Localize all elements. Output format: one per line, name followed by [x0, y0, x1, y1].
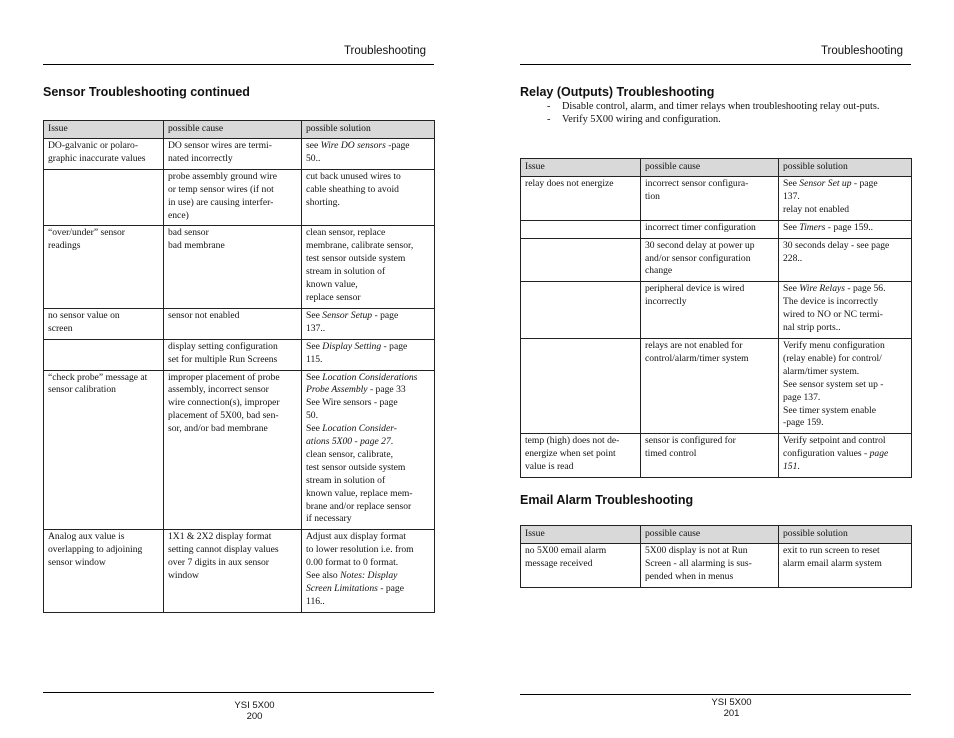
table-row [44, 308, 435, 339]
cell-issue: no 5X00 email alarm message received [521, 544, 641, 588]
cell-possible-cause: DO sensor wires are termi- nated incorrectly [164, 139, 302, 170]
running-head: Troubleshooting [343, 45, 426, 57]
cell-issue [521, 238, 641, 282]
table-header-row [44, 121, 435, 139]
cell-issue [44, 339, 164, 370]
sensor-troubleshooting-table [43, 120, 435, 613]
header-issue: Issue [521, 159, 641, 177]
cell-possible-cause: improper placement of probe assembly, incorrect sensor wire connection(s), improper placement of 5X00, bad sen- sor, and/or bad membrane [164, 370, 302, 530]
table-row [521, 282, 912, 339]
bullet-text: Verify 5X00 wiring and configuration. [562, 114, 721, 125]
table-row [44, 139, 435, 170]
table-row [44, 169, 435, 226]
relay-troubleshooting-table [520, 158, 912, 478]
footer-title: YSI 5X00 [711, 697, 752, 708]
relay-bullet-list [520, 100, 911, 126]
header-issue: Issue [521, 526, 641, 544]
dash-bullet-icon: - [547, 114, 551, 125]
cell-possible-cause: sensor is configured for timed control [641, 434, 779, 478]
cell-issue [521, 282, 641, 339]
cell-possible-cause: relays are not enabled for control/alarm/timer system [641, 338, 779, 433]
cell-possible-cause: display setting configuration set for multiple Run Screens [164, 339, 302, 370]
email-troubleshooting-table [520, 525, 912, 588]
cell-possible-solution: see Wire DO sensors -page 50.. [302, 139, 435, 170]
table-header-row [521, 526, 912, 544]
section-title-relay: Relay (Outputs) Troubleshooting [520, 85, 715, 99]
header-possible-solution: possible solution [779, 526, 912, 544]
bullet-text: Disable control, alarm, and timer relays when troubleshooting relay out-puts. [562, 101, 880, 112]
table-row [521, 220, 912, 238]
bullet-item [520, 100, 911, 113]
table-row [44, 226, 435, 308]
cell-issue: “check probe” message at sensor calibration [44, 370, 164, 530]
cell-possible-cause: 1X1 & 2X2 display format setting cannot display values over 7 digits in aux sensor window [164, 530, 302, 612]
cell-possible-solution: clean sensor, replace membrane, calibrate sensor, test sensor outside system stream in solution of known value, replace sensor [302, 226, 435, 308]
cell-issue: temp (high) does not de- energize when set point value is read [521, 434, 641, 478]
table-row [521, 177, 912, 221]
footer-rule [520, 694, 911, 695]
email-table-body [521, 544, 912, 588]
cell-possible-solution: See Wire Relays - page 56. The device is incorrectly wired to NO or NC termi- nal strip ports.. [779, 282, 912, 339]
cell-issue: Analog aux value is overlapping to adjoining sensor window [44, 530, 164, 612]
table-row [44, 370, 435, 530]
cell-issue: “over/under” sensor readings [44, 226, 164, 308]
section-title-sensor: Sensor Troubleshooting continued [43, 85, 250, 99]
cell-issue: no sensor value on screen [44, 308, 164, 339]
header-possible-solution: possible solution [779, 159, 912, 177]
header-possible-cause: possible cause [641, 526, 779, 544]
header-possible-solution: possible solution [302, 121, 435, 139]
footer-title: YSI 5X00 [234, 700, 275, 711]
cell-possible-solution: exit to run screen to reset alarm email alarm system [779, 544, 912, 588]
cell-possible-solution: Verify setpoint and control configuration values - page 151. [779, 434, 912, 478]
table-row [521, 238, 912, 282]
table-row [521, 544, 912, 588]
cell-possible-cause: sensor not enabled [164, 308, 302, 339]
cell-possible-solution: See Sensor Setup - page 137.. [302, 308, 435, 339]
cell-possible-cause: probe assembly ground wire or temp sensor wires (if not in use) are causing interfer- ence) [164, 169, 302, 226]
sensor-table-body [44, 139, 435, 613]
table-row [44, 530, 435, 612]
cell-issue [521, 338, 641, 433]
page-number: 200 [246, 711, 263, 722]
header-possible-cause: possible cause [164, 121, 302, 139]
cell-possible-solution: See Timers - page 159.. [779, 220, 912, 238]
footer [520, 697, 943, 719]
cell-possible-cause: 30 second delay at power up and/or sensor configuration change [641, 238, 779, 282]
dash-bullet-icon: - [547, 101, 551, 112]
table-header-row [521, 159, 912, 177]
page-number: 201 [723, 708, 740, 719]
cell-possible-cause: incorrect sensor configura- tion [641, 177, 779, 221]
header-issue: Issue [44, 121, 164, 139]
header-rule [520, 64, 911, 65]
cell-issue [521, 220, 641, 238]
relay-table-body [521, 177, 912, 478]
cell-possible-solution: 30 seconds delay - see page 228.. [779, 238, 912, 282]
table-row [44, 339, 435, 370]
right-page [520, 0, 911, 738]
cell-possible-cause: bad sensor bad membrane [164, 226, 302, 308]
left-page [43, 0, 434, 738]
bullet-item [520, 113, 911, 126]
cell-possible-solution: See Location Considerations Probe Assembly - page 33 See Wire sensors - page 50. See Location Consider- ations 5X00 - page 27. clean sensor, calibrate, test sensor outside system stream in solution of known value, replace mem- brane and/or replace sensor if necessary [302, 370, 435, 530]
cell-possible-solution: Verify menu configuration (relay enable) for control/ alarm/timer system. See sensor system set up - page 137. See timer system enable -page 159. [779, 338, 912, 433]
cell-issue: DO-galvanic or polaro- graphic inaccurate values [44, 139, 164, 170]
cell-possible-cause: peripheral device is wired incorrectly [641, 282, 779, 339]
cell-possible-solution: cut back unused wires to cable sheathing to avoid shorting. [302, 169, 435, 226]
cell-issue: relay does not energize [521, 177, 641, 221]
cell-issue [44, 169, 164, 226]
cell-possible-cause: incorrect timer configuration [641, 220, 779, 238]
header-rule [43, 64, 434, 65]
cell-possible-solution: See Sensor Set up - page 137. relay not enabled [779, 177, 912, 221]
cell-possible-solution: Adjust aux display format to lower resolution i.e. from 0.00 format to 0 format. See also Notes: Display Screen Limitations - page 116.. [302, 530, 435, 612]
header-possible-cause: possible cause [641, 159, 779, 177]
footer [43, 700, 466, 722]
running-head: Troubleshooting [820, 45, 903, 57]
footer-rule [43, 692, 434, 693]
section-title-email: Email Alarm Troubleshooting [520, 493, 694, 507]
table-row [521, 434, 912, 478]
table-row [521, 338, 912, 433]
cell-possible-cause: 5X00 display is not at Run Screen - all alarming is sus- pended when in menus [641, 544, 779, 588]
cell-possible-solution: See Display Setting - page 115. [302, 339, 435, 370]
